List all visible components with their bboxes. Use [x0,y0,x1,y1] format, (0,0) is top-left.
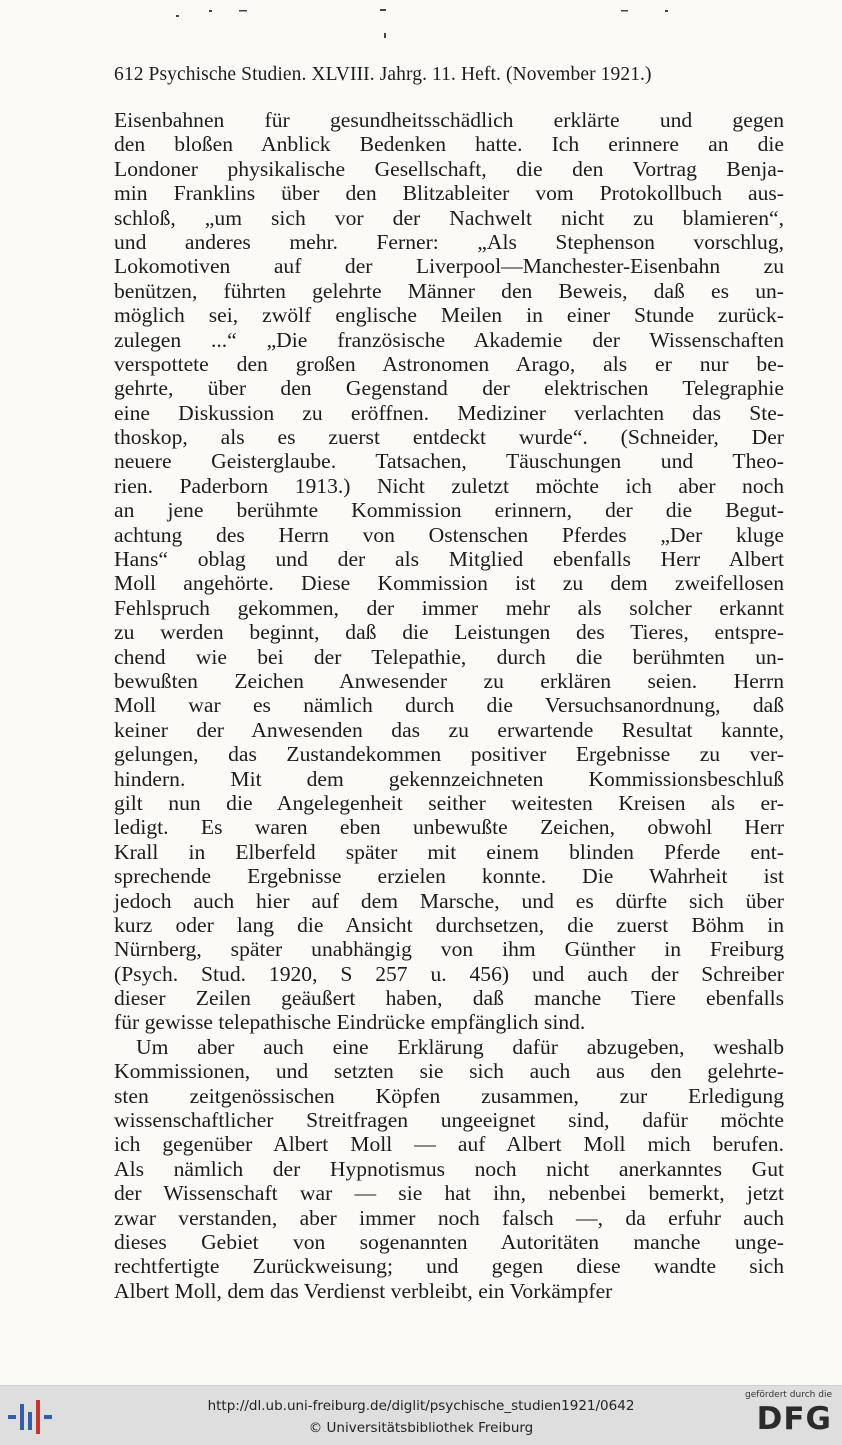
text-line: zulegen ...“ „Die französische Akademie der Wissenschaften [114,327,784,352]
text-line: Krall in Elberfeld später mit einem blinden Pferde ent- [114,839,784,864]
text-line: Albert Moll, dem das Verdienst verbleibt, ein Vorkämpfer [114,1278,613,1303]
text-line: und anderes mehr. Ferner: „Als Stephenson vorschlug, [114,229,784,254]
text-line: min Franklins über den Blitzableiter vom Protokollbuch aus- [114,181,784,206]
text-line: Eisenbahnen für gesundheitsschädlich erklärte und gegen [114,108,784,132]
text-line: für gewisse telepathische Eindrücke empfänglich sind. [114,1010,586,1035]
text-line: Londoner physikalische Gesellschaft, die den Vortrag Benja- [114,156,784,181]
text-line: Kommissionen, und setzten sie sich auch aus den gelehrte- [114,1059,784,1084]
text-line: Moll angehörte. Diese Kommission ist zu dem zweifellosen [114,571,784,596]
text-line: hindern. Mit dem gekennzeichneten Kommissionsbeschluß [114,766,784,791]
dfg-logo: DFG [756,1401,832,1437]
text-line: eine Diskussion zu eröffnen. Mediziner verlachten das Ste- [114,400,784,425]
text-line: Nürnberg, später unabhängig von ihm Günther in Freiburg [114,937,784,962]
text-line: (Psych. Stud. 1920, S 257 u. 456) und auch der Schreiber [114,961,784,986]
text-line: rechtfertigte Zurückweisung; und gegen diese wandte sich [114,1254,784,1279]
text-line: gelungen, das Zustandekommen positiver Ergebnisse zu ver- [114,742,784,767]
text-line: Als nämlich der Hypnotismus noch nicht anerkanntes Gut [114,1156,784,1181]
text-line: Um aber auch eine Erklärung dafür abzugeben, weshalb [136,1034,784,1059]
text-line: sten zeitgenössischen Köpfen zusammen, zur Erledigung [114,1083,784,1108]
text-line: der Wissenschaft war — sie hat ihn, nebenbei bemerkt, jetzt [114,1181,784,1206]
text-line: Fehlspruch gekommen, der immer mehr als solcher erkannt [114,595,784,620]
dfg-caption: gefördert durch die [745,1390,832,1400]
page-body-text [114,108,784,1303]
text-line: achtung des Herrn von Ostenschen Pferdes „Der kluge [114,522,784,547]
text-line: verspottete den großen Astronomen Arago, als er nur be- [114,351,784,376]
text-line: thoskop, als es zuerst entdeckt wurde“. (Schneider, Der [114,425,784,450]
text-line: dieses Gebiet von sogenannten Autoritäten manche unge- [114,1229,784,1254]
text-line: gehrte, über den Gegenstand der elektrischen Telegraphie [114,376,784,401]
text-line: möglich sei, zwölf englische Meilen in einer Stunde zurück- [114,303,784,328]
text-line: den bloßen Anblick Bedenken hatte. Ich erinnere an die [114,132,784,157]
text-line: wissenschaftlicher Streitfragen ungeeignet sind, dafür möchte [114,1108,784,1133]
text-line: chend wie bei der Telepathie, durch die berühmten un- [114,644,784,669]
text-line: rien. Paderborn 1913.) Nicht zuletzt möchte ich aber noch [114,473,784,498]
text-line: zwar verstanden, aber immer noch falsch —, da erfuhr auch [114,1205,784,1230]
text-line: zu werden beginnt, daß die Leistungen des Tieres, entspre- [114,620,784,645]
text-line: ledigt. Es waren eben unbewußte Zeichen, obwohl Herr [114,815,784,840]
text-line: jedoch auch hier auf dem Marsche, und es dürfte sich über [114,888,784,913]
text-line: schloß, „um sich vor der Nachwelt nicht zu blamieren“, [114,205,784,230]
text-line: an jene berühmte Kommission erinnern, der die Begut- [114,498,784,523]
text-line: dieser Zeilen geäußert haben, daß manche Tiere ebenfalls [114,986,784,1011]
text-line: sprechende Ergebnisse erzielen konnte. Die Wahrheit ist [114,864,784,889]
text-line: ich gegenüber Albert Moll — auf Albert Moll mich berufen. [114,1132,784,1157]
text-line: benützen, führten gelehrte Männer den Beweis, daß es un- [114,278,784,303]
scan-artifact-marks [0,0,842,50]
text-line: bewußten Zeichen Anwesender zu erklären seien. Herrn [114,668,784,693]
document-url-link[interactable]: http://dl.ub.uni-freiburg.de/diglit/psychische_studien1921/0642 [207,1398,635,1414]
text-line: neuere Geisterglaube. Tatsachen, Täuschungen und Theo- [114,449,784,474]
text-line: Lokomotiven auf der Liverpool—Manchester-Eisenbahn zu [114,254,784,279]
text-line: kurz oder lang die Ansicht durchsetzen, die zuerst Böhm in [114,912,784,937]
text-line: Moll war es nämlich durch die Versuchsanordnung, daß [114,693,784,718]
text-line: keiner der Anwesenden das zu erwartende Resultat kannte, [114,717,784,742]
text-line: Hans“ oblag und der als Mitglied ebenfalls Herr Albert [114,547,784,572]
viewer-footer-bar [0,1385,842,1445]
text-line: gilt nun die Angelegenheit seither weitesten Kreisen als er- [114,790,784,815]
running-head: 612 Psychische Studien. XLVIII. Jahrg. 11. Heft. (November 1921.) [114,64,652,85]
copyright-notice: © Universitätsbibliothek Freiburg [308,1420,534,1436]
